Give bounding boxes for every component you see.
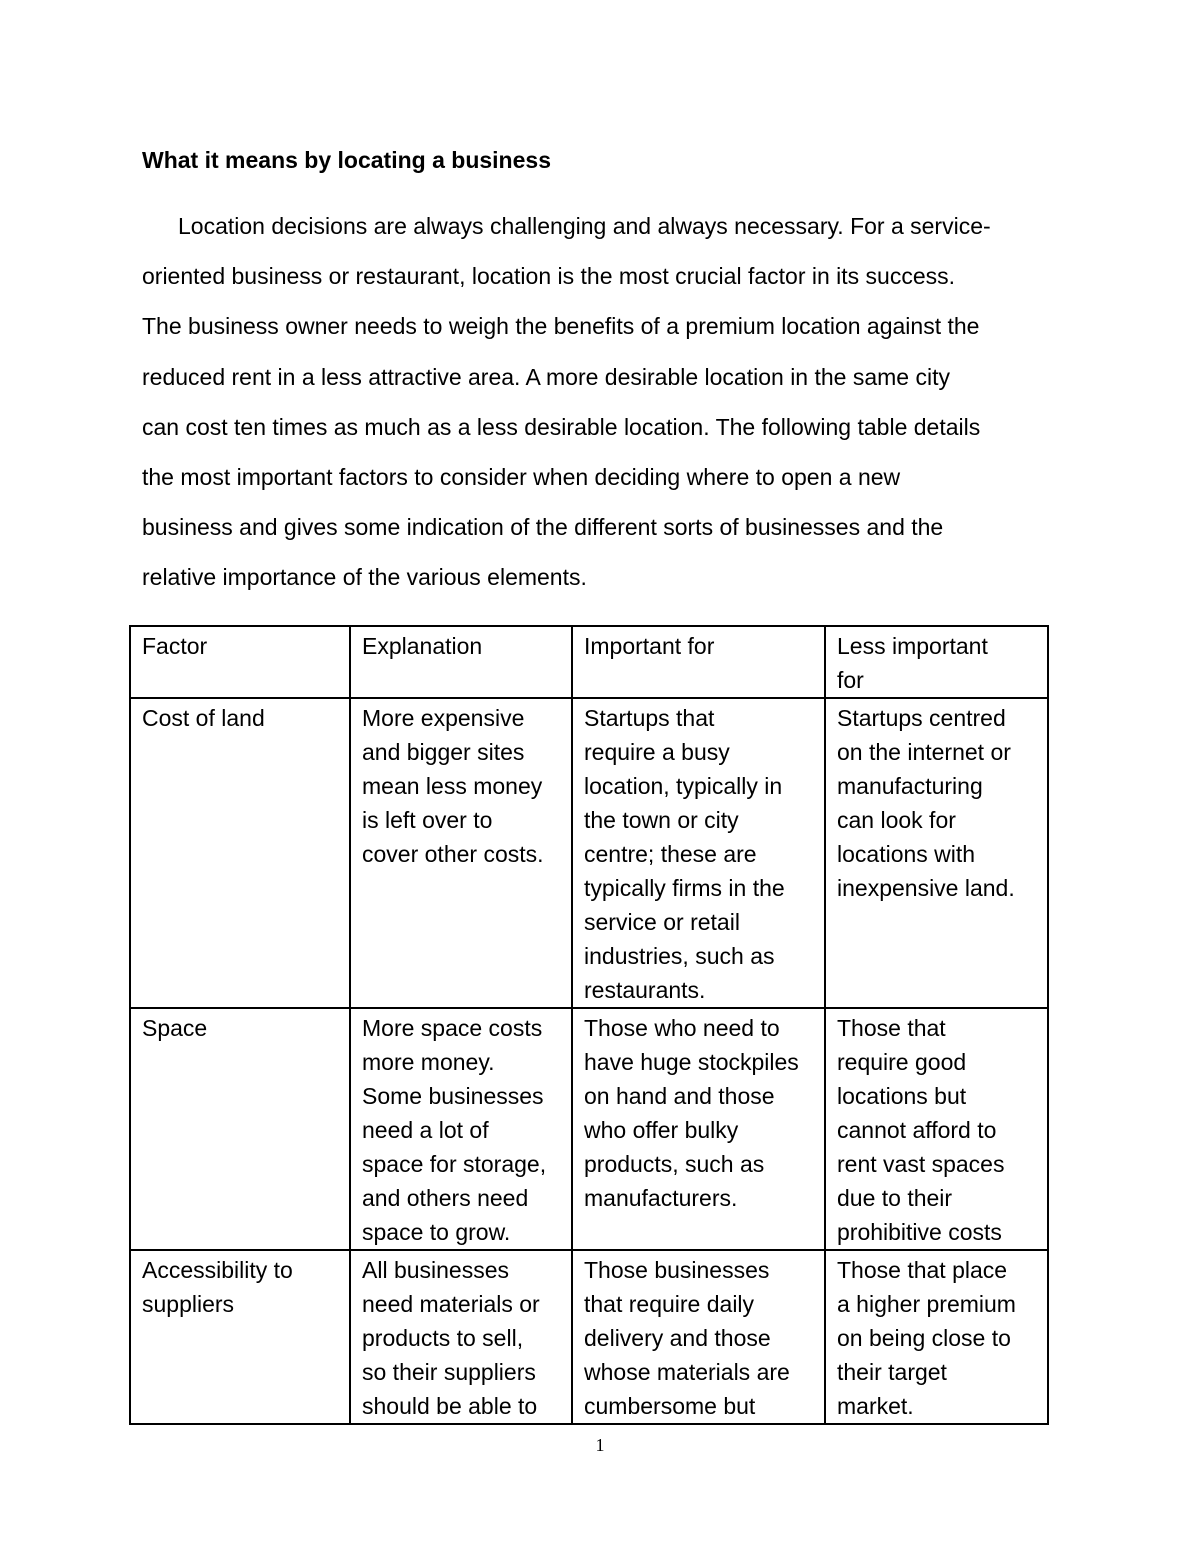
cell-text-line: Less important <box>837 633 988 659</box>
cell-text-line: suppliers <box>142 1291 235 1317</box>
cell-text-line: Those businesses <box>584 1257 770 1283</box>
table-cell-factor <box>130 1008 350 1250</box>
paragraph-line: The business owner needs to weigh the benefits of a premium location against the <box>142 313 980 339</box>
cell-text-line: More expensive <box>362 705 525 731</box>
paragraph-line: reduced rent in a less attractive area. A more desirable location in the same city <box>142 364 950 390</box>
cell-text-line: due to their <box>837 1185 953 1211</box>
table-cell-less-important-for <box>825 698 1048 1008</box>
cell-text-line: require good <box>837 1049 967 1075</box>
cell-text-line: more money. <box>362 1049 495 1075</box>
paragraph-line: the most important factors to consider when deciding where to open a new <box>142 464 901 490</box>
table-cell-explanation <box>350 1250 572 1424</box>
page-number: 1 <box>595 1435 605 1455</box>
cell-text-line: their target <box>837 1359 947 1385</box>
table-cell-important-for <box>572 698 825 1008</box>
paragraph-line: relative importance of the various elements. <box>142 564 587 590</box>
table-cell-explanation <box>350 1008 572 1250</box>
table-header-row <box>130 626 1048 698</box>
document-heading: What it means by locating a business <box>142 147 551 173</box>
cell-text-line: on the internet or <box>837 739 1011 765</box>
cell-text-line: All businesses <box>362 1257 510 1283</box>
paragraph-line: Location decisions are always challenging and always necessary. For a service- <box>178 213 991 239</box>
cell-text-line: require a busy <box>584 739 730 765</box>
cell-text-line: cover other costs. <box>362 841 544 867</box>
paragraph-line: oriented business or restaurant, location is the most crucial factor in its success. <box>142 263 956 289</box>
table-row <box>130 698 1048 1008</box>
cell-text-line: Startups that <box>584 705 715 731</box>
cell-text-line: restaurants. <box>584 977 706 1003</box>
cell-text-line: market. <box>837 1393 914 1419</box>
table-cell-less-important-for <box>825 626 1048 698</box>
cell-text-line: a higher premium <box>837 1291 1016 1317</box>
table-cell-less-important-for <box>825 1008 1048 1250</box>
cell-text-line: manufacturers. <box>584 1185 738 1211</box>
cell-text-line: locations but <box>837 1083 967 1109</box>
cell-text-line: inexpensive land. <box>837 875 1015 901</box>
paragraph-line: can cost ten times as much as a less desirable location. The following table details <box>142 414 981 440</box>
cell-text-line: Explanation <box>362 633 483 659</box>
cell-text-line: Those that <box>837 1015 946 1041</box>
table-cell-factor <box>130 698 350 1008</box>
table-row <box>130 1008 1048 1250</box>
table-cell-less-important-for <box>825 1250 1048 1424</box>
cell-text-line: the town or city <box>584 807 739 833</box>
cell-text-line: so their suppliers <box>362 1359 536 1385</box>
cell-text-line: cumbersome but <box>584 1393 756 1419</box>
table-cell-factor <box>130 626 350 698</box>
cell-text-line: location, typically in <box>584 773 783 799</box>
cell-text-line: rent vast spaces <box>837 1151 1005 1177</box>
cell-text-line: Accessibility to <box>142 1257 293 1283</box>
table-cell-explanation <box>350 698 572 1008</box>
cell-text-line: Factor <box>142 633 208 659</box>
cell-text-line: Space <box>142 1015 208 1041</box>
table-cell-important-for <box>572 1250 825 1424</box>
cell-text-line: Those that place <box>837 1257 1008 1283</box>
cell-text-line: space to grow. <box>362 1219 511 1245</box>
cell-text-line: is left over to <box>362 807 493 833</box>
cell-text-line: typically firms in the <box>584 875 785 901</box>
cell-text-line: Important for <box>584 633 715 659</box>
table-cell-explanation <box>350 626 572 698</box>
cell-text-line: Those who need to <box>584 1015 780 1041</box>
cell-text-line: that require daily <box>584 1291 755 1317</box>
cell-text-line: have huge stockpiles <box>584 1049 799 1075</box>
cell-text-line: on being close to <box>837 1325 1011 1351</box>
table-row <box>130 1250 1048 1424</box>
cell-text-line: delivery and those <box>584 1325 771 1351</box>
cell-text-line: Some businesses <box>362 1083 544 1109</box>
cell-text-line: service or retail <box>584 909 740 935</box>
table-cell-important-for <box>572 626 825 698</box>
cell-text-line: and others need <box>362 1185 529 1211</box>
cell-text-line: on hand and those <box>584 1083 775 1109</box>
cell-text-line: locations with <box>837 841 976 867</box>
cell-text-line: cannot afford to <box>837 1117 997 1143</box>
cell-text-line: centre; these are <box>584 841 757 867</box>
cell-text-line: More space costs <box>362 1015 543 1041</box>
cell-text-line: need a lot of <box>362 1117 489 1143</box>
cell-text-line: industries, such as <box>584 943 775 969</box>
cell-text-line: who offer bulky <box>584 1117 739 1143</box>
cell-text-line: need materials or <box>362 1291 540 1317</box>
location-factors-table <box>129 625 1049 1425</box>
cell-text-line: and bigger sites <box>362 739 525 765</box>
cell-text-line: manufacturing <box>837 773 983 799</box>
cell-text-line: prohibitive costs <box>837 1219 1002 1245</box>
cell-text-line: space for storage, <box>362 1151 547 1177</box>
cell-text-line: products, such as <box>584 1151 765 1177</box>
cell-text-line: can look for <box>837 807 956 833</box>
table-cell-factor <box>130 1250 350 1424</box>
cell-text-line: Cost of land <box>142 705 265 731</box>
cell-text-line: products to sell, <box>362 1325 524 1351</box>
table-cell-important-for <box>572 1008 825 1250</box>
cell-text-line: whose materials are <box>584 1359 790 1385</box>
cell-text-line: for <box>837 667 864 693</box>
cell-text-line: mean less money <box>362 773 543 799</box>
cell-text-line: should be able to <box>362 1393 538 1419</box>
paragraph-line: business and gives some indication of the different sorts of businesses and the <box>142 514 944 540</box>
cell-text-line: Startups centred <box>837 705 1006 731</box>
